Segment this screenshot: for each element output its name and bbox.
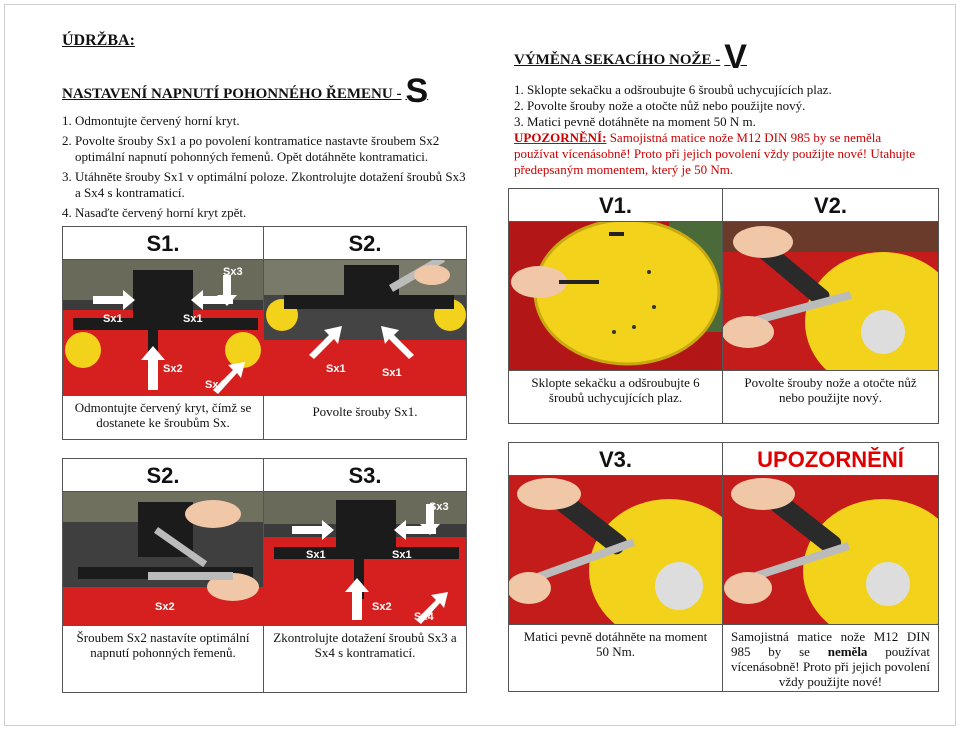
panel-s3-photo [263,491,467,626]
tag-sx1-b: Sx1 [392,549,412,561]
step-s-1: 1. Odmontujte červený horní kryt. [62,113,240,128]
panel-s3-caption: Zkontrolujte dotažení šroubů Sx3 a Sx4 s kontramaticí. [263,625,467,693]
panel-v1-label: V1. [508,188,723,222]
tag-sx2: Sx2 [155,601,175,613]
panel-s1-photo [62,259,264,396]
panel-v2-photo [722,221,939,371]
warning-caption-b: používat vícenásobně! Proto při jejich povolení vždy použijte nové! [731,644,930,689]
panel-s2a-caption: Povolte šrouby Sx1. [263,395,467,440]
panel-v1-caption: Sklopte sekačku a odšroubujte 6 šroubů uchycujících plaz. [508,370,723,424]
warning-line-1 [514,130,934,146]
tag-sx1-a: Sx1 [103,313,123,325]
section-v-steps [514,82,934,178]
tag-sx1-b: Sx1 [382,367,402,379]
section-v-title-text: VÝMĚNA SEKACÍHO NOŽE - [514,52,721,68]
panel-v3-label: V3. [508,442,723,476]
panel-s2b-photo [62,491,264,626]
panel-v3-photo [508,475,723,625]
step-s-3b: a Sx4 s kontramaticí. [75,185,185,200]
panel-s2a-photo [263,259,467,396]
tag-sx1-b: Sx1 [183,313,203,325]
warning-caption-a: Samojistná matice nože M12 DIN 985 by se [731,629,930,659]
step-v-2: 2. Povolte šrouby nože a otočte nůž nebo použijte nový. [514,98,806,113]
panel-v2-label: V2. [722,188,939,222]
warning-text-1: Samojistná matice nože M12 DIN 985 by se neměla [609,130,882,145]
step-v-1: 1. Sklopte sekačku a odšroubujte 6 šroubů uchycujících plaz. [514,82,832,97]
panel-s2b-caption: Šroubem Sx2 nastavíte optimální napnutí pohonných řemenů. [62,625,264,693]
step-s-3: 3. Utáhněte šrouby Sx1 v optimální poloze. Zkontrolujte dotažení šroubů Sx3 [62,169,466,184]
panel-s1-label: S1. [62,226,264,260]
section-s-steps [62,113,482,221]
panel-s2b-label: S2. [62,458,264,492]
panel-s3-label: S3. [263,458,467,492]
panel-warning-label: UPOZORNĚNÍ [722,442,939,476]
warning-text-2: používat vícenásobně! Proto při jejich povolení vždy použijte nové! Utahujte [514,146,916,161]
tag-sx3: Sx3 [429,501,449,513]
warning-caption-bold: neměla [827,644,868,659]
section-v-letter: V [724,38,747,76]
panel-v2-caption: Povolte šrouby nože a otočte nůž nebo použijte nový. [722,370,939,424]
panel-warning-photo [722,475,939,625]
tag-sx2: Sx2 [163,363,183,375]
warning-label: UPOZORNĚNÍ: [514,130,607,145]
tag-sx2: Sx2 [372,601,392,613]
panel-warning-caption [722,624,939,692]
tag-sx1-a: Sx1 [306,549,326,561]
section-s-title-text: NASTAVENÍ NAPNUTÍ POHONNÉHO ŘEMENU - [62,86,402,102]
section-s-title [62,72,428,111]
panel-v3-caption: Matici pevně dotáhněte na moment 50 Nm. [508,624,723,692]
step-v-3: 3. Matici pevně dotáhněte na moment 50 N m. [514,114,756,129]
panel-s2a-label: S2. [263,226,467,260]
tag-sx1-a: Sx1 [326,363,346,375]
tag-sx4: Sx4 [414,611,434,623]
step-s-4: 4. Nasaďte červený horní kryt zpět. [62,205,247,220]
tag-sx3: Sx3 [223,266,243,278]
warning-text-3: předepsaným momentem, který je 50 Nm. [514,162,734,177]
step-s-2: 2. Povolte šrouby Sx1 a po povolení kontramatice nastavte šroubem Sx2 [62,133,440,148]
section-v-title [514,38,747,77]
panel-s1-caption: Odmontujte červený kryt, čímž se dostanete ke šroubům Sx. [62,395,264,440]
step-s-2b: optimální napnutí pohonných řemenů. Opět dotáhněte kontramatici. [75,149,429,164]
page-title: ÚDRŽBA: [62,32,135,49]
tag-sx4: Sx4 [205,379,225,391]
section-s-letter: S [405,72,429,110]
panel-v1-photo [508,221,723,371]
